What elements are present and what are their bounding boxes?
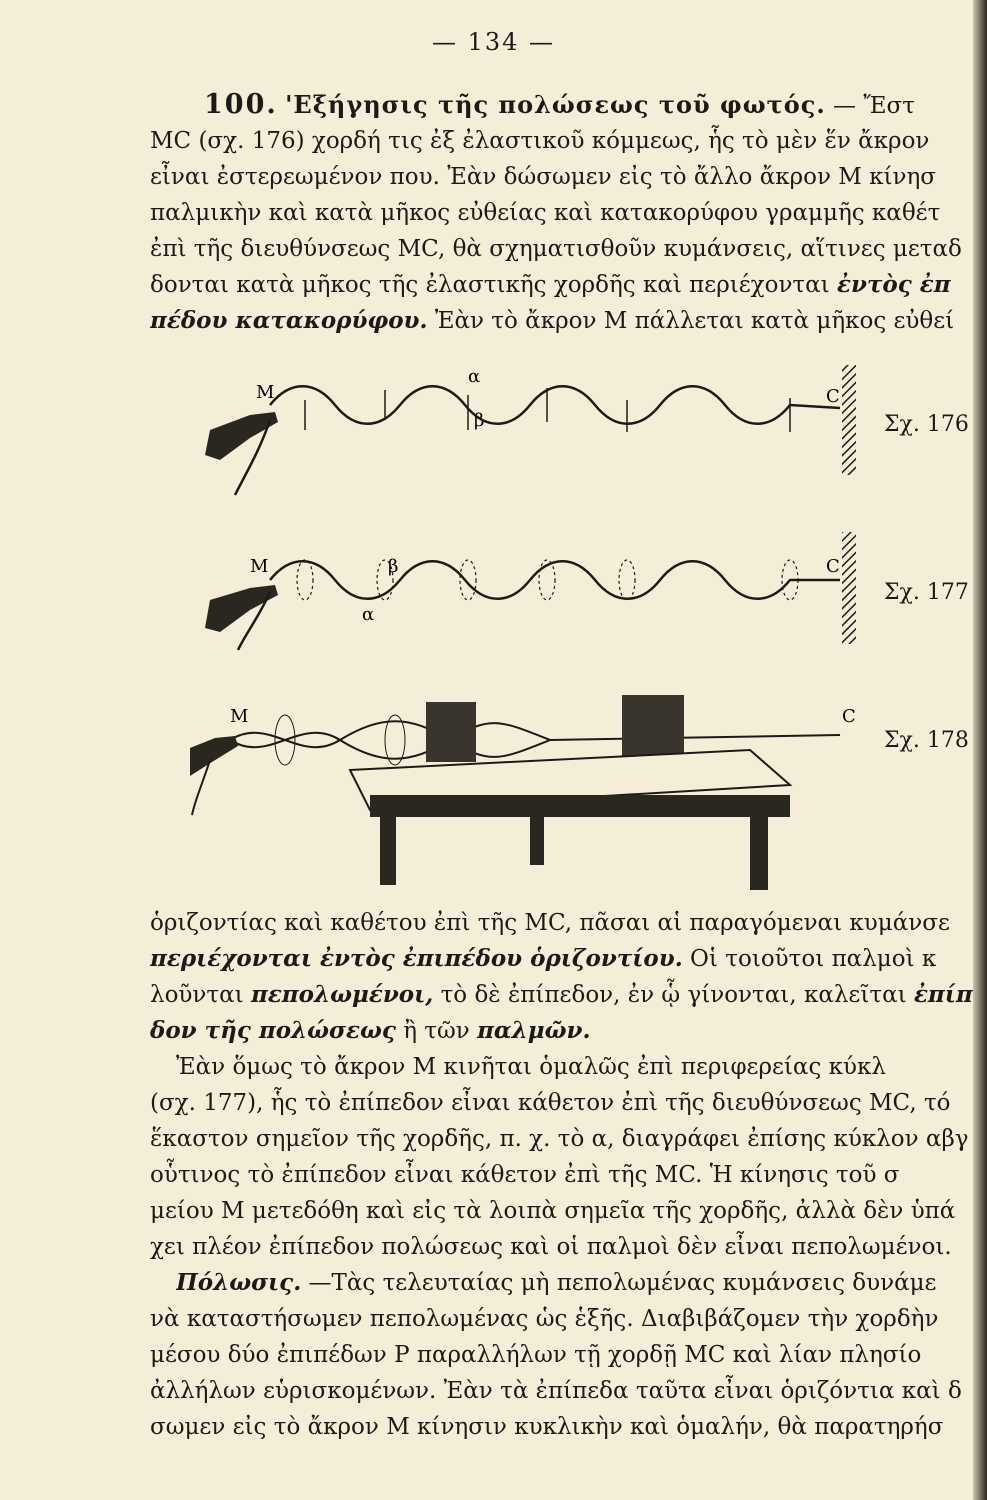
figure-176 — [190, 360, 890, 500]
table-edge — [370, 795, 790, 817]
text-line — [150, 268, 976, 302]
figure-178-caption: Σχ. 178 — [884, 728, 969, 753]
emphasis-text: δον τῆς πολώσεως — [150, 1017, 396, 1044]
text-span: δονται κατὰ μῆκος τῆς ἐλαστικῆς χορδῆς καὶ περιέχονται — [150, 272, 830, 298]
text-line — [150, 978, 976, 1012]
text-line: ἕκαστον σημεῖον τῆς χορδῆς, π. χ. τὸ α, διαγράφει ἐπίσης κύκλον αβγ — [150, 1126, 969, 1152]
label-alpha: α — [362, 604, 375, 625]
label-c: C — [826, 386, 840, 407]
hand-drawing — [205, 412, 278, 460]
label-alpha: α — [468, 366, 481, 387]
figure-178 — [190, 690, 890, 890]
label-m: M — [256, 382, 275, 403]
text-line: χει πλέον ἐπίπεδον πολώσεως καὶ οἱ παλμοὶ δὲν εἶναι πεπολωμένοι. — [150, 1234, 952, 1260]
label-m: M — [250, 556, 269, 577]
circle-path — [619, 560, 635, 600]
text-line — [150, 1014, 976, 1048]
label-c: C — [826, 556, 840, 577]
label-beta: β — [474, 410, 485, 431]
text-line: ἐπὶ τῆς διευθύνσεως ΜC, θὰ σχηματισθοῦν κυμάνσεις, αἵτινες μεταδ — [150, 236, 962, 262]
emphasis-text: ἐντὸς ἐπ — [837, 271, 951, 298]
hand-drawing — [205, 585, 278, 632]
label-beta: β — [388, 556, 399, 577]
hand-drawing — [190, 736, 238, 776]
text-span: τὸ δὲ ἐπίπεδον, ἐν ᾧ γίνονται, καλεῖται — [433, 982, 914, 1008]
section-number: 100. — [204, 89, 278, 120]
text-line: νὰ καταστήσωμεν πεπολωμένας ὡς ἑξῆς. Διαβιβάζομεν τὴν χορδὴν — [150, 1306, 939, 1332]
wave-string — [270, 386, 840, 424]
emphasis-text: παλμῶν. — [477, 1017, 591, 1044]
text-line: μέσου δύο ἐπιπέδων Ρ παραλλήλων τῇ χορδῇ ΜC καὶ λίαν πλησίο — [150, 1342, 922, 1368]
slit-block — [426, 702, 476, 762]
figure-176-caption: Σχ. 176 — [884, 412, 969, 437]
section-heading — [204, 88, 976, 122]
text-line: παλμικὴν καὶ κατὰ μῆκος εὐθείας καὶ κατακορύφου γραμμῆς καθέτ — [150, 200, 941, 226]
table-leg — [530, 810, 544, 865]
text-line: εἶναι ἐστερεωμένον που. Ἐὰν δώσωμεν εἰς τὸ ἄλλο ἄκρον Μ κίνησ — [150, 164, 936, 190]
label-m: M — [230, 706, 249, 727]
wall-support — [842, 365, 856, 475]
text-line: ΜC (σχ. 176) χορδή τις ἐξ ἐλαστικοῦ κόμμεως, ἧς τὸ μὲν ἕν ἄκρον — [150, 128, 930, 154]
text-span: ἢ τῶν — [395, 1018, 478, 1044]
page-number: — 134 — — [431, 28, 556, 56]
text-span: λοῦνται — [150, 982, 251, 1008]
text-line: ὁριζοντίας καὶ καθέτου ἐπὶ τῆς ΜC, πᾶσαι αἱ παραγόμεναι κυμάνσε — [150, 910, 950, 936]
circle-path — [297, 560, 313, 600]
emphasis-text: πεπολωμένοι, — [250, 981, 434, 1008]
circle-path — [385, 715, 405, 765]
text-line: (σχ. 177), ἧς τὸ ἐπίπεδον εἶναι κάθετον ἐπὶ τῆς διευθύνσεως ΜC, τό — [150, 1090, 951, 1116]
figure-177 — [190, 530, 890, 655]
text-span: Ἐὰν τὸ ἄκρον Μ πάλλεται κατὰ μῆκος εὐθεί — [427, 308, 955, 334]
text-line — [150, 942, 976, 976]
wave-string-mirror — [230, 723, 550, 759]
heading-tail: — Ἔστ — [833, 93, 915, 119]
emphasis-text: Πόλωσις. — [176, 1269, 302, 1296]
table-leg — [750, 810, 768, 890]
text-line: Ἐὰν ὅμως τὸ ἄκρον Μ κινῆται ὁμαλῶς ἐπὶ περιφερείας κύκλ — [176, 1054, 886, 1080]
section-title: 'Εξήγησις τῆς πολώσεως τοῦ φωτός. — [285, 90, 826, 119]
text-span: Οἱ τοιοῦτοι παλμοὶ κ — [682, 946, 937, 972]
text-line: ἀλλήλων εὑρισκομένων. Ἐὰν τὰ ἐπίπεδα ταῦτα εἶναι ὁριζόντια καὶ δ — [150, 1378, 962, 1404]
text-line: σωμεν εἰς τὸ ἄκρον Μ κίνησιν κυκλικὴν καὶ ὁμαλήν, θὰ παρατηρήσ — [150, 1414, 944, 1440]
label-c: C — [842, 706, 856, 727]
emphasis-text: πέδου κατακορύφου. — [150, 307, 428, 334]
wall-support — [842, 532, 856, 644]
figure-177-caption: Σχ. 177 — [884, 580, 969, 605]
emphasis-text: περιέχονται ἐντὸς ἐπιπέδου ὁριζοντίου. — [150, 945, 683, 972]
text-line: οὗτινος τὸ ἐπίπεδον εἶναι κάθετον ἐπὶ τῆς ΜC. Ἡ κίνησις τοῦ σ — [150, 1162, 900, 1188]
text-line — [176, 1266, 976, 1300]
emphasis-text: ἐπίπ — [913, 981, 973, 1008]
text-line — [150, 304, 976, 338]
text-line: μείου Μ μετεδόθη καὶ εἰς τὰ λοιπὰ σημεῖα τῆς χορδῆς, ἀλλὰ δὲν ὑπά — [150, 1198, 956, 1224]
circle-path — [460, 560, 476, 600]
table-leg — [380, 810, 396, 885]
text-span: —Τὰς τελευταίας μὴ πεπολωμένας κυμάνσεις δυνάμε — [301, 1270, 937, 1296]
